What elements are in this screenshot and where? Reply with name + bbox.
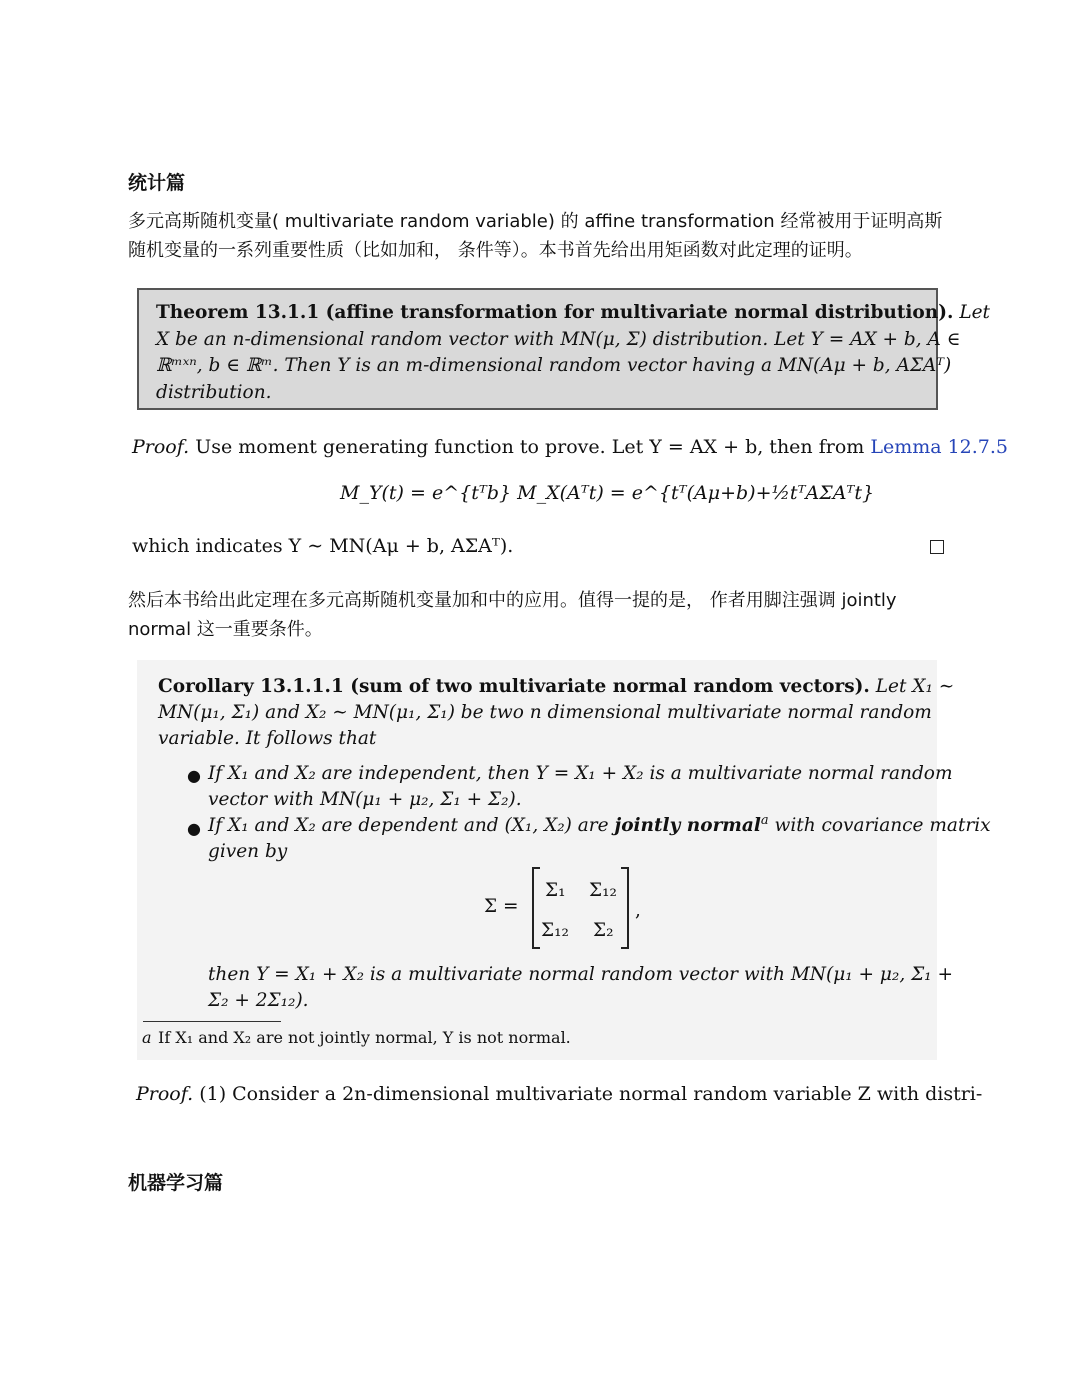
corollary-line-1 [158,676,954,697]
bullet2-line-a [208,812,991,836]
jointly-normal-term: jointly normal [614,815,761,836]
proof2-text: (1) Consider a 2n-dimensional multivariate normal random variable Z with distri- [199,1083,983,1105]
theorem-line1-tail: Let [959,302,990,323]
bullet1-line-b: vector with MN(μ₁ + μ₂, Σ₁ + Σ₂). [208,789,522,810]
theorem-box [137,288,990,410]
proof2-label: Proof. [136,1083,194,1105]
matrix-cell: Σ₁₂ [589,880,617,901]
theorem-label: Theorem 13.1.1 (affine transformation for multivariate normal distribution). [156,302,954,323]
proof1-formula: M_Y(t) = e^{tᵀb} M_X(Aᵀt) = e^{tᵀ(Aμ+b)+½tᵀAΣAᵀt} [340,482,875,504]
matrix-cell: Σ₂ [593,920,614,941]
matrix-cell: Σ₁ [545,880,566,901]
intro-paragraph: 多元高斯随机变量( multivariate random variable) 的 affine transformation 经常被用于证明高斯随机变量的一系列重要性质（比如加和， 条件等）。本书首先给出用矩函数对此定理的证明。 [128,211,943,261]
corollary-label: Corollary 13.1.1.1 (sum of two multivariate normal random vectors). [158,676,870,697]
footnote-ref: a [760,812,769,828]
theorem-line-2: X be an n-dimensional random vector with MN(μ, Σ) distribution. Let Y = AX + b, A ∈ [156,328,961,350]
proof1-text: Use moment generating function to prove. Let Y = AX + b, then from [195,436,865,458]
section-title-statistics: 统计篇 [128,172,186,194]
bullet2-pre: If X₁ and X₂ are dependent and (X₁, X₂) are [208,815,609,836]
corollary-line-2: MN(μ₁, Σ₁) and X₂ ∼ MN(μ₁, Σ₁) be two n dimensional multivariate normal random [158,702,932,723]
bullet2-post: with covariance matrix [774,815,991,836]
then-line-b: Σ₂ + 2Σ₁₂). [208,990,309,1011]
corollary-line-3: variable. It follows that [158,728,377,749]
bullet-icon: ● [187,766,201,785]
qed-square-icon [930,540,944,554]
matrix-lhs: Σ = [484,896,519,917]
middle-paragraph: 然后本书给出此定理在多元高斯随机变量加和中的应用。值得一提的是， 作者用脚注强调 jointly normal 这一重要条件。 [128,590,897,640]
theorem-line-1 [156,300,990,327]
matrix-right-bracket [621,867,629,949]
matrix-left-bracket [532,867,540,949]
footnote-rule [143,1021,281,1022]
theorem-line-4: distribution. [156,381,272,403]
proof1-label: Proof. [132,436,190,458]
proof1-conclusion: which indicates Y ∼ MN(Aμ + b, AΣAᵀ). [132,535,514,557]
proof1-line [132,436,1008,458]
theorem-line-3: ℝᵐˣⁿ, b ∈ ℝᵐ. Then Y is an m-dimensional random vector having a MN(Aμ + b, AΣAᵀ) [156,355,952,376]
matrix-cell: Σ₁₂ [541,920,569,941]
corollary-box [137,660,991,1060]
matrix-comma: , [635,900,641,921]
bullet2-line-b: given by [208,841,288,862]
proof2-line [136,1083,982,1105]
section-title-machine-learning: 机器学习篇 [128,1172,224,1194]
footnote-text: If X₁ and X₂ are not jointly normal, Y is not normal. [158,1028,571,1047]
lemma-link[interactable]: Lemma 12.7.5 [870,436,1009,458]
bullet-icon: ● [187,819,201,838]
corollary-line1-tail: Let X₁ ∼ [875,676,955,697]
footnote-mark: a [142,1028,152,1047]
bullet1-line-a: If X₁ and X₂ are independent, then Y = X₁ + X₂ is a multivariate normal random [208,763,953,784]
then-line-a: then Y = X₁ + X₂ is a multivariate normal random vector with MN(μ₁ + μ₂, Σ₁ + [208,964,953,985]
